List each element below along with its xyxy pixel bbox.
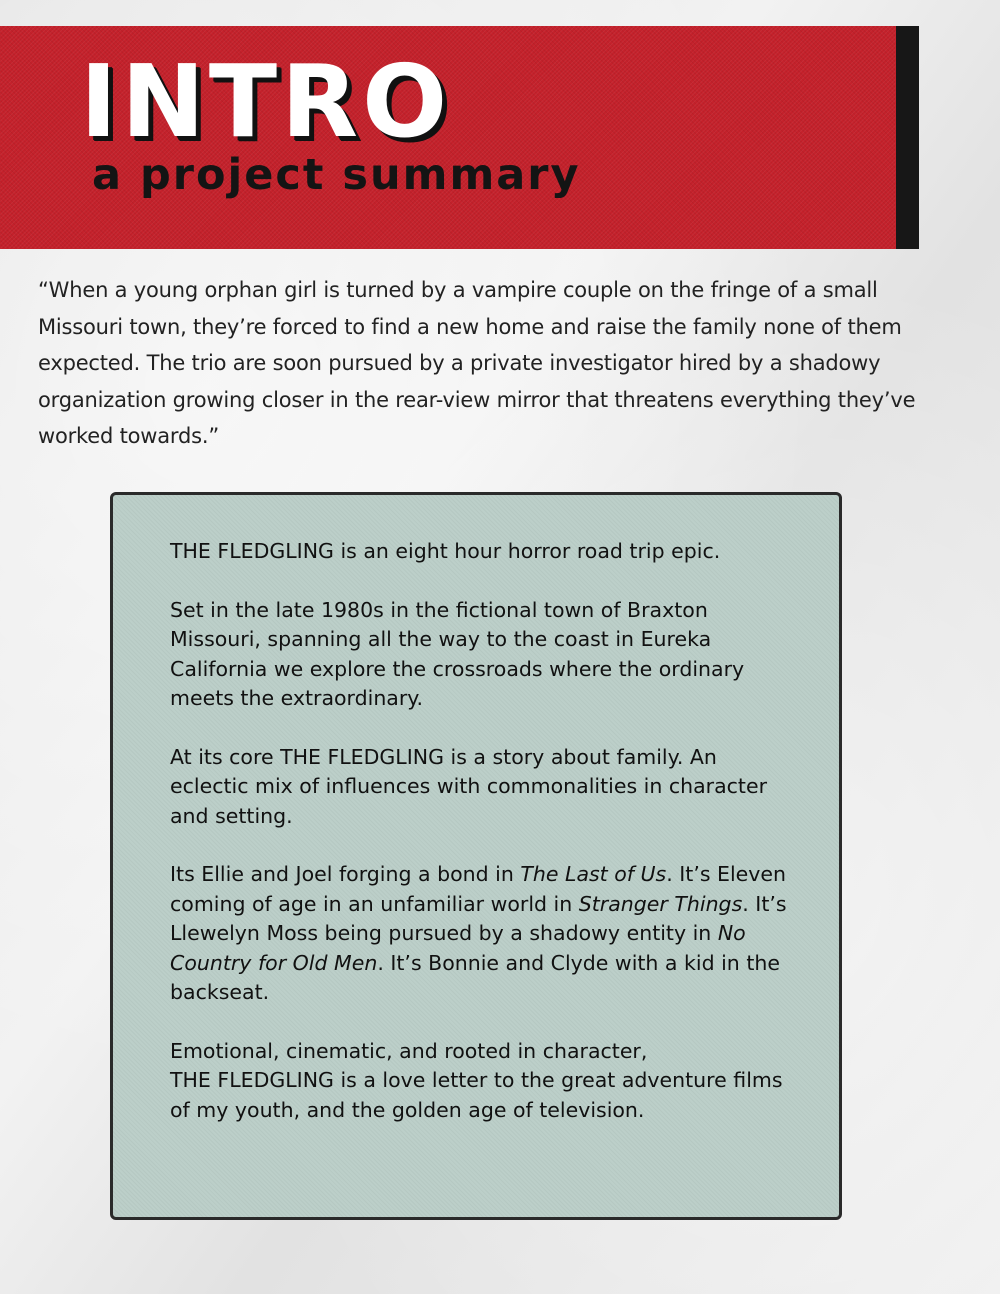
page-subtitle: a project summary	[92, 150, 581, 200]
header-accent-bar	[896, 26, 919, 249]
summary-paragraph-4	[170, 860, 789, 1008]
p5-line-1: Emotional, cinematic, and rooted in character,	[170, 1038, 648, 1063]
p4-text-g: . It’s Bonnie and Clyde with a kid in the backseat.	[170, 950, 780, 1004]
title-no-country-for-old-men: No Country for Old Men	[170, 921, 746, 975]
p4-text-a: Its Ellie and Joel forging a bond in	[170, 862, 521, 886]
summary-paragraph-5	[170, 1037, 789, 1126]
p4-text-e: . It’s Llewelyn Moss being pursued by a shadowy entity in	[170, 891, 787, 945]
title-the-last-of-us: The Last of Us	[520, 862, 667, 886]
summary-paragraph-3: At its core THE FLEDGLING is a story about family. An eclectic mix of influences with commonalities in character and setting.	[170, 744, 768, 828]
summary-paragraph-1: THE FLEDGLING is an eight hour horror road trip epic.	[170, 539, 721, 563]
summary-box	[110, 492, 842, 1220]
p4-text-c: . It’s Eleven coming of age in an unfamiliar world in	[170, 862, 787, 916]
logline: “When a young orphan girl is turned by a vampire couple on the fringe of a small Missouri town, they’re forced to find a new home and raise the family none of them expected. The trio are soon pursued by a private investigator hired by a shadowy organization growing closer in the rear-view mirror that threatens everything they’ve worked towards.”	[38, 278, 916, 448]
page-title: INTRO	[80, 43, 452, 160]
title-stranger-things: Stranger Things	[578, 891, 743, 916]
p5-line-2: THE FLEDGLING is a love letter to the great adventure films of my youth, and the golden age of television.	[170, 1068, 783, 1122]
summary-paragraph-2: Set in the late 1980s in the fictional town of Braxton Missouri, spanning all the way to the coast in Eureka California we explore the crossroads where the ordinary meets the extraordinary.	[170, 597, 745, 710]
